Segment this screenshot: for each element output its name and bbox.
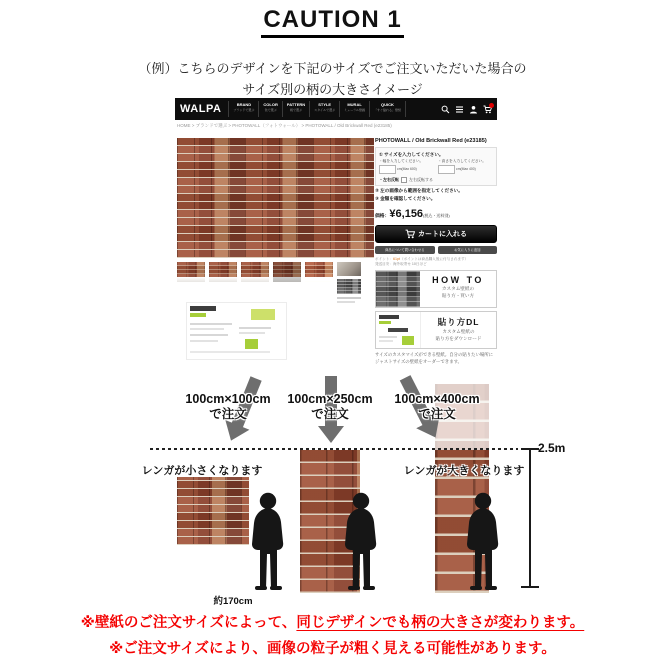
site-header: [175, 98, 497, 120]
order-size-label-2: 100cm×250cm で注文: [287, 392, 373, 421]
favorite-button[interactable]: お気に入りに追加: [438, 246, 498, 254]
wallpaper-sample-100x100: [177, 477, 249, 545]
warning-line-1: ※壁紙のご注文サイズによって、同じデザインでも柄の大きさが変わります。: [80, 615, 585, 631]
width-unit: cm(Max 600): [397, 167, 417, 172]
cart-icon: [405, 229, 415, 239]
person-silhouette: [458, 492, 512, 592]
thumbnail-3[interactable]: [241, 262, 269, 282]
nav-pattern[interactable]: PATTERN 柄で選ぶ: [282, 101, 309, 117]
height-label: ・高さを入力してください。: [438, 158, 486, 163]
walpa-logo[interactable]: WALPA: [180, 103, 222, 115]
thumbnail-5[interactable]: [305, 262, 333, 282]
download-thumbnail: [376, 312, 421, 348]
subtitle: [0, 58, 665, 101]
width-label: ・幅を入力してください。: [379, 158, 424, 163]
order-size-label-1: 100cm×100cm で注文: [185, 392, 271, 421]
breadcrumb[interactable]: HOME > ブランドで選ぶ > PHOTOWALL（フォトウォール） > PHOTOWALL / Old Brickwall Red (e23185): [177, 123, 392, 128]
download-title: 貼り方DL: [437, 317, 480, 328]
cart-button[interactable]: [483, 105, 492, 114]
order-size-label-3: 100cm×400cm で注文: [394, 392, 480, 421]
nav-style[interactable]: STYLE スタイルで選ぶ: [309, 101, 339, 117]
price-label: 価格：: [375, 213, 390, 219]
thumbnail-7[interactable]: [337, 279, 361, 294]
height-unit: cm(Max 400): [456, 167, 476, 172]
product-main-image[interactable]: [177, 138, 374, 258]
howto-title: HOW TO: [432, 275, 484, 286]
flip-option-label: 左右反転する: [409, 176, 433, 182]
wall-height-cap-bottom: [521, 586, 539, 588]
wall-height-label: 2.5m: [538, 441, 566, 455]
size-guide-diagram[interactable]: [186, 302, 287, 360]
flip-checkbox[interactable]: [401, 177, 407, 183]
points-prefix: ポイント：: [375, 256, 393, 261]
points-shipping-note: [375, 257, 497, 267]
wall-height-cap-top: [521, 448, 539, 450]
step3-label: ③ 金額を確認してください。: [375, 195, 436, 201]
price-row: [375, 204, 497, 222]
subtitle-line2: サイズ別の柄の大きさイメージ: [242, 82, 423, 98]
add-to-cart-button[interactable]: カートに入れる: [375, 225, 497, 243]
list-icon[interactable]: [455, 105, 464, 114]
price-value: ¥6,156: [389, 207, 424, 220]
person-height-label: 約170cm: [213, 596, 253, 607]
thumbnail-caption-bar: [337, 297, 361, 299]
user-icon[interactable]: [469, 105, 478, 114]
flip-label: ・左右反転: [379, 176, 399, 182]
nav-brand[interactable]: BRAND ブランドで選ぶ: [228, 101, 258, 117]
points-suffix: （ポイントは商品購入後に付与されます）: [399, 256, 469, 261]
person-silhouette: [336, 492, 390, 592]
height-input[interactable]: [438, 165, 455, 174]
wall-height-line: [529, 449, 531, 588]
points-value: 61pt: [392, 256, 400, 261]
howto-thumbnail: [376, 271, 420, 307]
nav-color[interactable]: COLOR 色で選ぶ: [258, 101, 281, 117]
subtitle-line1: （例）こちらのデザインを下記のサイズでご注文いただいた場合の: [138, 61, 527, 76]
brick-smaller-note: レンガが小さくなります: [141, 465, 263, 477]
brick-bigger-note: レンガが大きくなります: [403, 465, 525, 477]
width-input[interactable]: [379, 165, 396, 174]
inquiry-button[interactable]: 商品について問い合わせる: [375, 246, 435, 254]
download-banner[interactable]: 貼り方DL カスタム壁紙の 貼り方をダウンロード: [375, 311, 497, 349]
size-input-box: [375, 147, 497, 186]
shipping-note: 発送目安：海外取寄せ 10日ほど: [375, 262, 427, 267]
price-note: (税込・送料別): [423, 212, 450, 218]
step1-label: ① サイズを入力してください。: [379, 151, 444, 157]
thumbnail-caption-bar: [337, 301, 355, 303]
person-silhouette: [243, 492, 297, 592]
warning-line-2: ※ご注文サイズにより、画像の粒子が粗く見える可能性があります。: [109, 641, 556, 657]
thumbnail-2[interactable]: [209, 262, 237, 282]
product-panel: [375, 138, 497, 366]
product-title: PHOTOWALL / Old Brickwall Red (e23185): [375, 138, 487, 144]
thumbnail-4[interactable]: [273, 262, 301, 282]
cart-badge: [489, 103, 494, 108]
thumbnail-6[interactable]: [337, 262, 361, 276]
header-icons: [441, 105, 492, 114]
howto-banner[interactable]: HOW TO カスタム壁紙の 貼り方・買い方: [375, 270, 497, 308]
ceiling-dashed-line: [150, 448, 518, 450]
step2-label: ② 左の画像から範囲を指定してください。: [375, 187, 463, 193]
nav-quick[interactable]: QUICK 「すぐ貼れる」壁紙: [369, 101, 406, 117]
search-icon[interactable]: [441, 105, 450, 114]
main-nav: [228, 101, 406, 117]
page-title: CAUTION 1: [0, 6, 665, 38]
site-screenshot: [175, 98, 497, 372]
product-description: サイズのカスタマイズができる壁紙。自分の貼りたい場所にジャストサイズの壁紙をオーダーできます。: [375, 352, 494, 365]
nav-mural[interactable]: MURAL ミューラル壁画: [339, 101, 369, 117]
thumbnail-1[interactable]: [177, 262, 205, 282]
